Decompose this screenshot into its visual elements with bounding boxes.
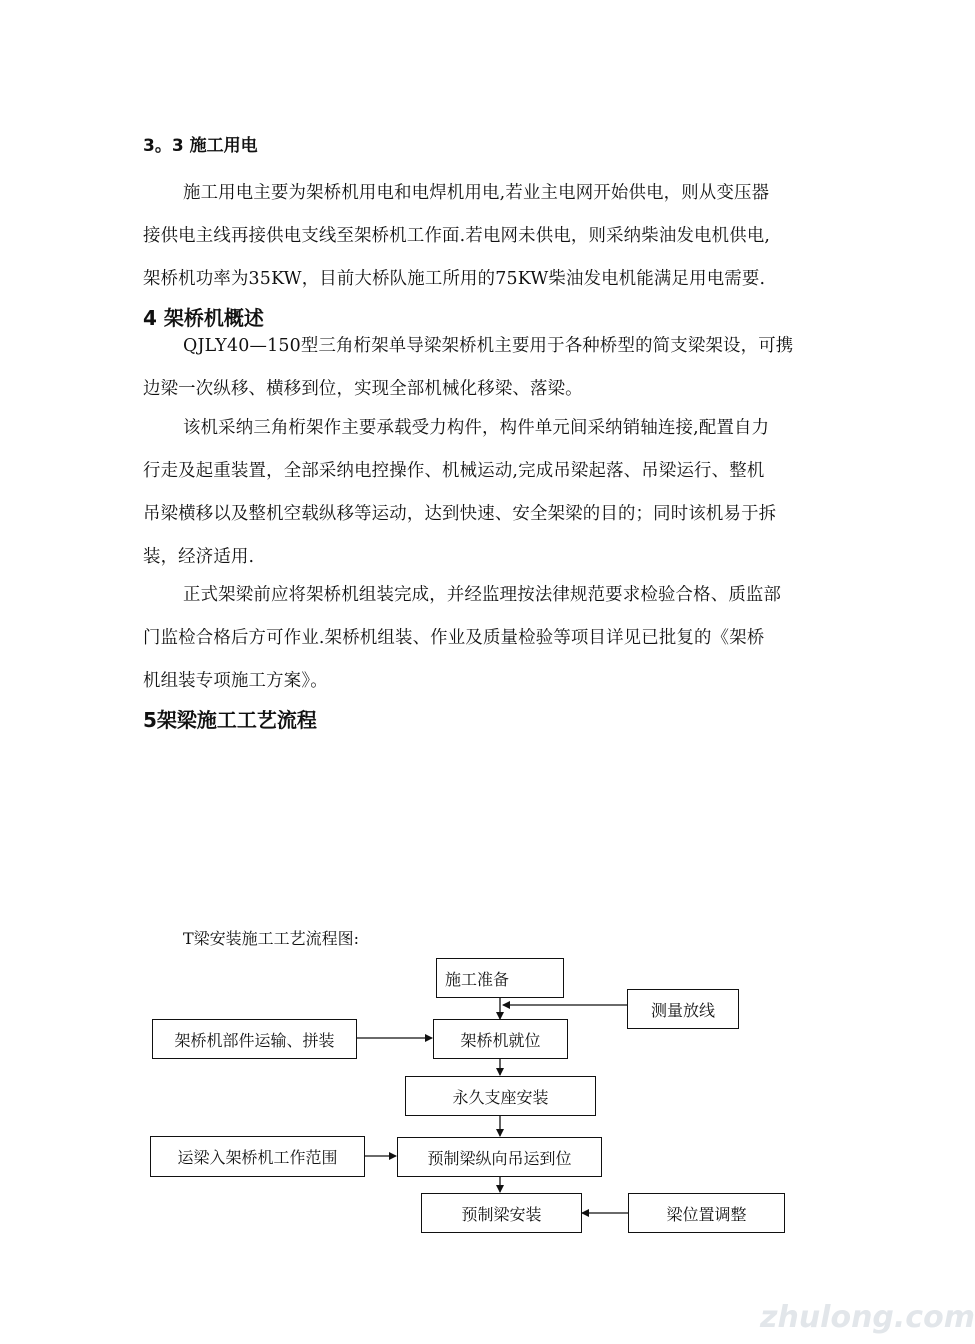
paragraph-line: 施工用电主要为架桥机用电和电焊机用电,若业主电网开始供电，则从变压器 [183, 183, 770, 203]
step-beam-installation: 预制梁安装 [421, 1193, 582, 1233]
step-bearing-installation: 永久支座安装 [405, 1076, 596, 1116]
section-heading-5: 5架梁施工工艺流程 [143, 708, 317, 732]
paragraph-line: 吊梁横移以及整机空载纵移等运动，达到快速、安全架梁的目的；同时该机易于拆 [143, 504, 777, 524]
paragraph-line: QJLY40—150型三角桁架单导梁架桥机主要用于各种桥型的简支梁架设，可携 [183, 336, 794, 356]
paragraph-line: 正式架梁前应将架桥机组装完成，并经监理按法律规范要求检验合格、质监部 [183, 585, 782, 605]
watermark-logo: zhulong.com [760, 1300, 975, 1335]
paragraph-line: 门监检合格后方可作业.架桥机组装、作业及质量检验等项目详见已批复的《架桥 [143, 628, 765, 648]
paragraph-line: 行走及起重装置，全部采纳电控操作、机械运动,完成吊梁起落、吊梁运行、整机 [143, 461, 765, 481]
step-construction-prep: 施工准备 [436, 958, 564, 998]
flowchart-caption: T梁安装施工工艺流程图: [183, 929, 360, 948]
paragraph-line: 装，经济适用. [143, 547, 255, 567]
step-survey-layout: 测量放线 [627, 989, 739, 1029]
section-heading-3-3: 3。3 施工用电 [143, 136, 258, 156]
step-machine-positioning: 架桥机就位 [433, 1019, 568, 1059]
paragraph-line: 接供电主线再接供电支线至架桥机工作面.若电网未供电，则采纳柴油发电机供电, [143, 226, 771, 246]
paragraph-line: 机组装专项施工方案》。 [143, 671, 328, 691]
paragraph-line: 边梁一次纵移、横移到位，实现全部机械化移梁、落梁。 [143, 379, 583, 399]
step-beam-adjustment: 梁位置调整 [628, 1193, 785, 1233]
paragraph-line: 该机采纳三角桁架作主要承载受力构件，构件单元间采纳销轴连接,配置自力 [183, 418, 770, 438]
step-parts-transport-assembly: 架桥机部件运输、拼装 [152, 1019, 357, 1059]
section-heading-4: 4 架桥机概述 [143, 306, 264, 330]
step-beam-transport: 运梁入架桥机工作范围 [150, 1136, 365, 1177]
paragraph-line: 架桥机功率为35KW，目前大桥队施工所用的75KW柴油发电机能满足用电需要. [143, 269, 766, 289]
step-beam-lifting: 预制梁纵向吊运到位 [397, 1137, 602, 1177]
